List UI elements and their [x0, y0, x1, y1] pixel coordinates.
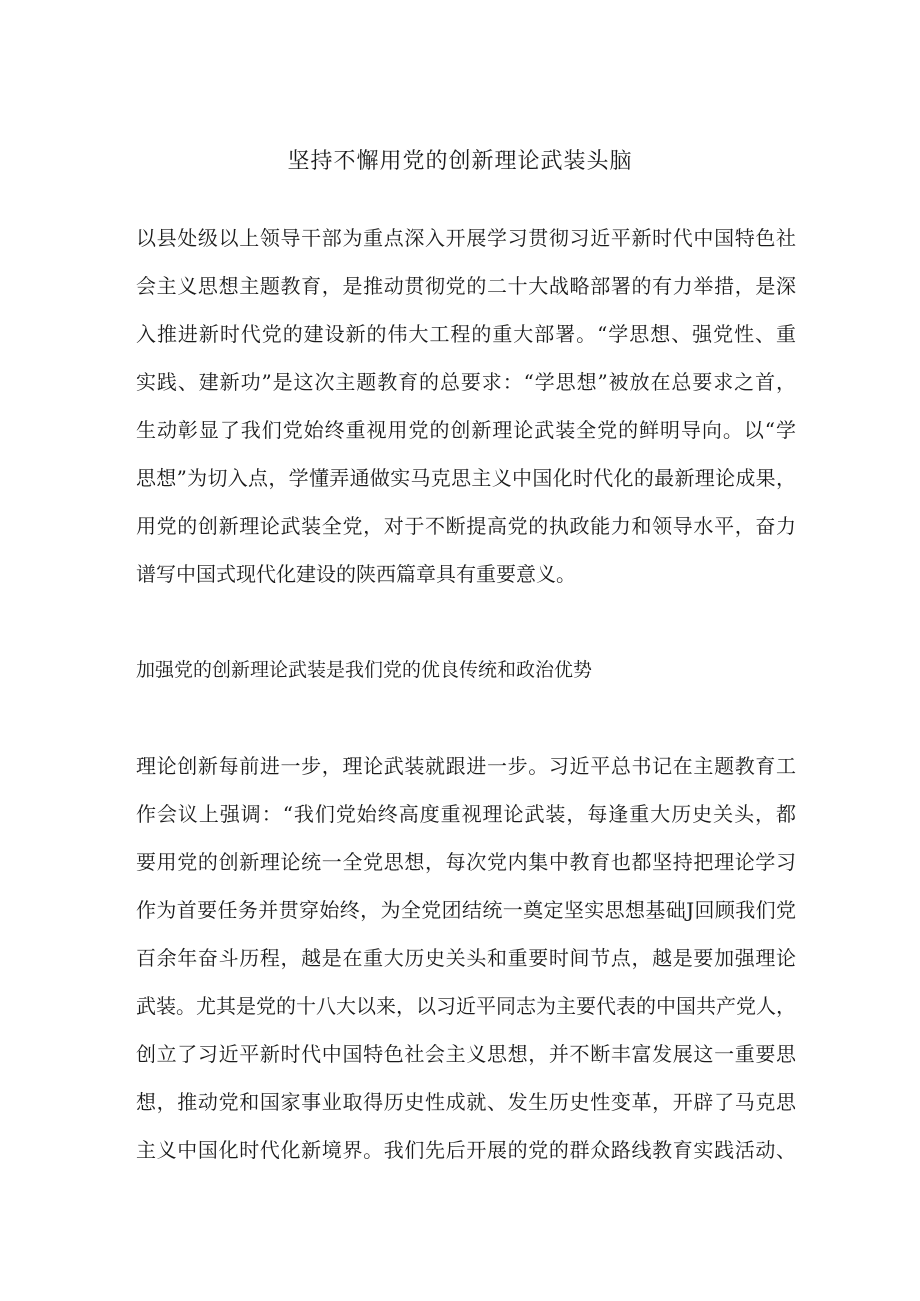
paragraph-intro	[136, 214, 796, 598]
section-heading: 加强党的创新理论武装是我们党的优良传统和政治优势	[136, 659, 593, 681]
paragraph-body	[136, 742, 796, 1174]
paragraph-line: 谱写中国式现代化建设的陕西篇章具有重要意义。	[136, 562, 576, 586]
paragraph-line: 以县处级以上领导干部为重点深入开展学习贯彻习近平新时代中国特色社	[136, 226, 796, 250]
paragraph-line: 作会议上强调：“我们党始终高度重视理论武装，每逢重大历史关头，都	[136, 802, 796, 826]
paragraph-line: 武装。尤其是党的十八大以来，以习近平同志为主要代表的中国共产党人，	[136, 994, 796, 1018]
paragraph-line: 创立了习近平新时代中国特色社会主义思想，并不断丰富发展这一重要思	[136, 1042, 796, 1066]
paragraph-line: 百余年奋斗历程，越是在重大历史关头和重要时间节点，越是要加强理论	[136, 946, 796, 970]
paragraph-line: 实践、建新功”是这次主题教育的总要求：“学思想”被放在总要求之首，	[136, 370, 796, 394]
paragraph-line: 理论创新每前进一步，理论武装就跟进一步。习近平总书记在主题教育工	[136, 754, 796, 778]
paragraph-line: 想，推动党和国家事业取得历史性成就、发生历史性变革，开辟了马克思	[136, 1090, 796, 1114]
paragraph-line: 会主义思想主题教育，是推动贯彻党的二十大战略部署的有力举措，是深	[136, 274, 796, 298]
paragraph-line: 要用党的创新理论统一全党思想，每次党内集中教育也都坚持把理论学习	[136, 850, 796, 874]
paragraph-line: 思想”为切入点，学懂弄通做实马克思主义中国化时代化的最新理论成果，	[136, 466, 796, 490]
document-title: 坚持不懈用党的创新理论武装头脑	[287, 149, 633, 174]
paragraph-line: 入推进新时代党的建设新的伟大工程的重大部署。“学思想、强党性、重	[136, 322, 796, 346]
paragraph-line: 主义中国化时代化新境界。我们先后开展的党的群众路线教育实践活动、	[136, 1138, 796, 1162]
paragraph-line: 用党的创新理论武装全党，对于不断提高党的执政能力和领导水平，奋力	[136, 514, 796, 538]
paragraph-line: 生动彰显了我们党始终重视用党的创新理论武装全党的鲜明导向。以“学	[136, 418, 796, 442]
paragraph-line: 作为首要任务并贯穿始终，为全党团结统一奠定坚实思想基础J回顾我们党	[136, 898, 796, 922]
